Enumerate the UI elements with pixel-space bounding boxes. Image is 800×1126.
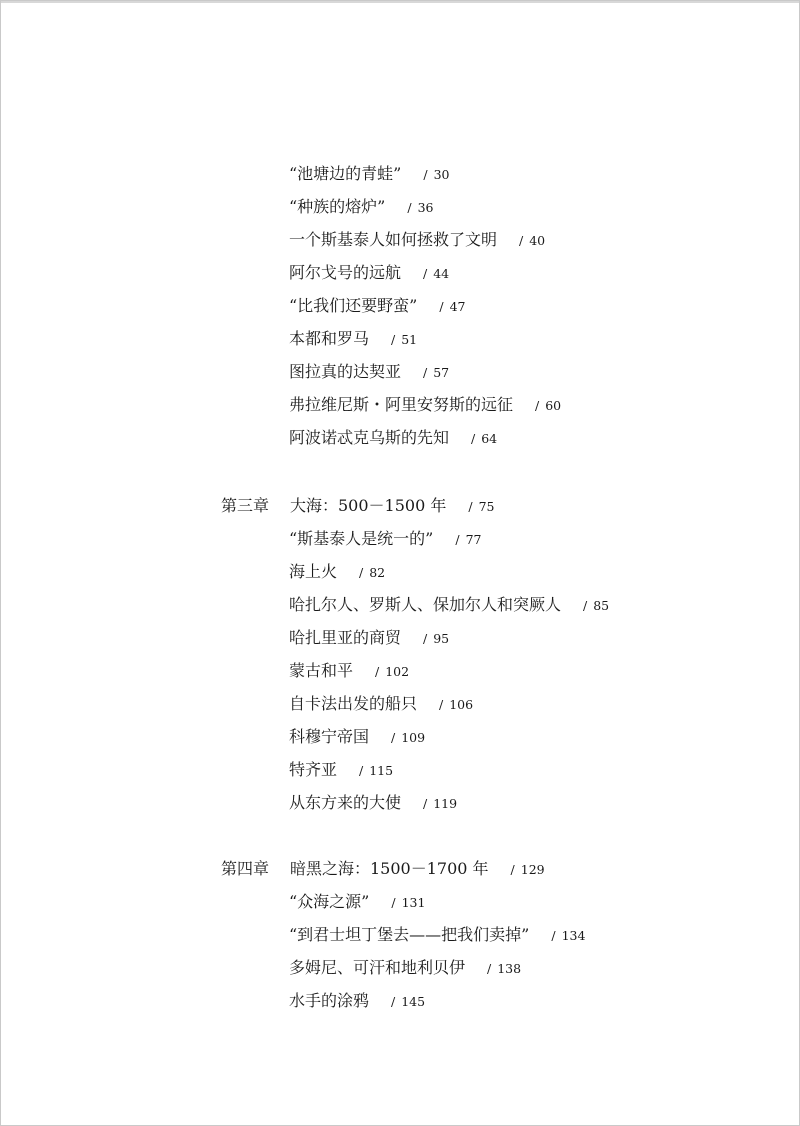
page-separator: / <box>551 928 556 943</box>
page-number: 129 <box>520 862 545 877</box>
page-number: 57 <box>433 365 450 380</box>
entry-title: 多姆尼、可汗和地利贝伊 <box>289 958 466 977</box>
chapter-number: 第三章 <box>221 496 270 515</box>
toc-entry[interactable] <box>289 621 449 654</box>
page-separator: / <box>455 532 460 547</box>
toc-entry[interactable] <box>289 522 482 555</box>
page-separator: / <box>423 796 428 811</box>
toc-entry[interactable] <box>289 157 450 190</box>
page-separator: / <box>423 631 428 646</box>
chapter-heading[interactable] <box>221 489 494 522</box>
page-separator: / <box>519 233 524 248</box>
page-number: 44 <box>433 266 450 281</box>
page-separator: / <box>407 200 412 215</box>
page-number: 131 <box>401 895 426 910</box>
toc-entry[interactable] <box>289 190 434 223</box>
page-separator: / <box>423 167 428 182</box>
entry-title: 科穆宁帝国 <box>289 727 370 746</box>
toc-entry[interactable] <box>289 753 393 786</box>
toc-entry[interactable] <box>289 720 425 753</box>
page-number: 60 <box>545 398 562 413</box>
page-separator: / <box>487 961 492 976</box>
entry-title: 阿尔戈号的远航 <box>289 263 402 282</box>
page-number: 145 <box>401 994 426 1009</box>
page-number: 119 <box>433 796 458 811</box>
toc-entry[interactable] <box>289 421 497 454</box>
page-separator: / <box>391 332 396 347</box>
entry-title: “种族的熔炉” <box>289 197 386 216</box>
chapter-heading[interactable] <box>221 852 545 885</box>
entry-title: “到君士坦丁堡去——把我们卖掉” <box>289 925 530 944</box>
page-number: 138 <box>497 961 522 976</box>
toc-entry[interactable] <box>289 984 425 1017</box>
page-number: 82 <box>369 565 386 580</box>
page-number: 36 <box>417 200 434 215</box>
entry-title: 从东方来的大使 <box>289 793 402 812</box>
toc-entry[interactable] <box>289 555 385 588</box>
page-number: 95 <box>433 631 450 646</box>
entry-title: 哈扎尔人、罗斯人、保加尔人和突厥人 <box>289 595 562 614</box>
entry-title: “比我们还要野蛮” <box>289 296 418 315</box>
page-number: 85 <box>593 598 610 613</box>
entry-title: “斯基泰人是统一的” <box>289 529 434 548</box>
page-separator: / <box>439 697 444 712</box>
toc-entry[interactable] <box>289 918 585 951</box>
toc-entry[interactable] <box>289 355 449 388</box>
chapter-title: 大海：500－1500 年 <box>290 496 447 515</box>
entry-title: 特齐亚 <box>289 760 338 779</box>
page-number: 40 <box>529 233 546 248</box>
chapter-number: 第四章 <box>221 859 270 878</box>
page-separator: / <box>375 664 380 679</box>
toc-entry[interactable] <box>289 256 449 289</box>
entry-title: “池塘边的青蛙” <box>289 164 402 183</box>
entry-title: 海上火 <box>289 562 338 581</box>
page-separator: / <box>423 266 428 281</box>
toc-entry[interactable] <box>289 687 473 720</box>
toc-entry[interactable] <box>289 951 521 984</box>
entry-title: 哈扎里亚的商贸 <box>289 628 402 647</box>
entry-title: 本都和罗马 <box>289 329 370 348</box>
entry-title: 自卡法出发的船只 <box>289 694 418 713</box>
toc-entry[interactable] <box>289 388 561 421</box>
entry-title: 水手的涂鸦 <box>289 991 370 1010</box>
page-number: 106 <box>449 697 474 712</box>
entry-title: “众海之源” <box>289 892 370 911</box>
page-separator: / <box>510 862 515 877</box>
page-number: 30 <box>433 167 450 182</box>
entry-title: 蒙古和平 <box>289 661 354 680</box>
page-separator: / <box>391 730 396 745</box>
entry-title: 弗拉维尼斯・阿里安努斯的远征 <box>289 395 514 414</box>
page-number: 64 <box>481 431 498 446</box>
page-number: 115 <box>369 763 394 778</box>
toc-entry[interactable] <box>289 588 609 621</box>
entry-title: 图拉真的达契亚 <box>289 362 402 381</box>
chapter-title: 暗黑之海：1500－1700 年 <box>290 859 489 878</box>
page-separator: / <box>439 299 444 314</box>
page-separator: / <box>471 431 476 446</box>
entry-title: 阿波诺忒克乌斯的先知 <box>289 428 450 447</box>
toc-entry[interactable] <box>289 786 457 819</box>
page-separator: / <box>391 895 396 910</box>
page-separator: / <box>468 499 473 514</box>
toc-entry[interactable] <box>289 885 425 918</box>
page-separator: / <box>583 598 588 613</box>
page-number: 109 <box>401 730 426 745</box>
page-number: 77 <box>465 532 482 547</box>
page-separator: / <box>423 365 428 380</box>
entry-title: 一个斯基泰人如何拯救了文明 <box>289 230 498 249</box>
toc-entry[interactable] <box>289 289 466 322</box>
toc-entry[interactable] <box>289 654 409 687</box>
page-separator: / <box>391 994 396 1009</box>
page-number: 51 <box>401 332 418 347</box>
page-number: 47 <box>449 299 466 314</box>
toc-entry[interactable] <box>289 223 545 256</box>
page-number: 75 <box>478 499 495 514</box>
toc-entry[interactable] <box>289 322 417 355</box>
page-separator: / <box>359 763 364 778</box>
page-number: 134 <box>561 928 586 943</box>
page-separator: / <box>535 398 540 413</box>
page-number: 102 <box>385 664 410 679</box>
page-separator: / <box>359 565 364 580</box>
